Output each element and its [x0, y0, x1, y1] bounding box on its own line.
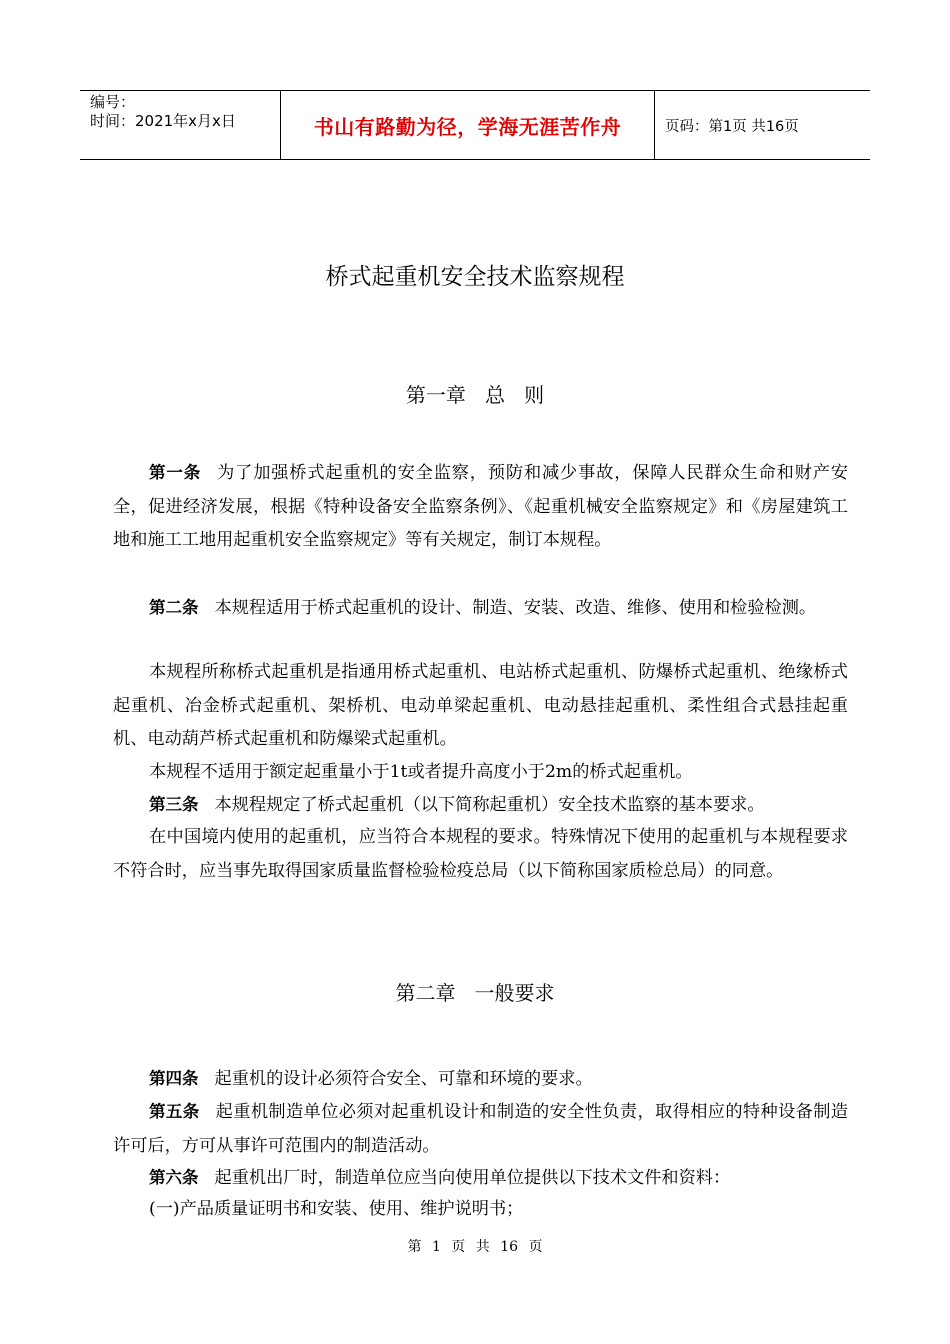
article-3-paragraph-2: 在中国境内使用的起重机，应当符合本规程的要求。特殊情况下使用的起重机与本规程要求不符合时，应当事先取得国家质量监督检验检疫总局（以下简称国家质检总局）的同意。	[113, 827, 848, 881]
article-3-text: 本规程规定了桥式起重机（以下简称起重机）安全技术监察的基本要求。	[214, 795, 765, 815]
article-2	[113, 591, 848, 626]
article-5-label: 第五条	[149, 1102, 200, 1121]
article-6-label: 第六条	[149, 1168, 199, 1187]
article-5	[113, 1095, 848, 1163]
header-page-cell	[655, 91, 870, 159]
header-motto-cell	[281, 91, 655, 159]
article-4	[113, 1062, 848, 1097]
article-2-paragraph-2: 本规程所称桥式起重机是指通用桥式起重机、电站桥式起重机、防爆桥式起重机、绝缘桥式起重机、冶金桥式起重机、架桥机、电动单梁起重机、电动悬挂起重机、柔性组合式悬挂起重机、电动葫芦桥式起重机和防爆梁式起重机。	[113, 662, 848, 749]
article-3	[113, 788, 848, 823]
number-label: 编号：	[90, 93, 136, 111]
article-1-text: 为了加强桥式起重机的安全监察，预防和减少事故，保障人民群众生命和财产安全，促进经济发展，根据《特种设备安全监察条例》、《起重机械安全监察规定》和《房屋建筑工地和施工工地用起重机安全监察规定》等有关规定，制订本规程。	[113, 463, 848, 550]
time-label: 时间：2021年x月x日	[90, 112, 236, 130]
page-footer: 第 1 页 共 16 页	[407, 1239, 543, 1255]
article-2-text: 本规程适用于桥式起重机的设计、制造、安装、改造、维修、使用和检验检测。	[214, 598, 817, 618]
article-1	[113, 456, 848, 558]
chapter-1-title: 第一章 总 则	[405, 383, 545, 407]
page-info: 页码：第1页 共16页	[665, 118, 799, 135]
article-6	[113, 1161, 848, 1196]
article-1-label: 第一条	[149, 463, 202, 482]
article-2-paragraph-3: 本规程不适用于额定起重量小于1t或者提升高度小于2m的桥式起重机。	[149, 762, 693, 782]
article-2-label: 第二条	[149, 598, 199, 617]
chapter-2-title: 第二章 一般要求	[395, 981, 555, 1005]
article-5-text: 起重机制造单位必须对起重机设计和制造的安全性负责，取得相应的特种设备制造许可后，方可从事许可范围内的制造活动。	[113, 1102, 848, 1156]
article-6-text: 起重机出厂时，制造单位应当向使用单位提供以下技术文件和资料：	[214, 1168, 731, 1188]
header-table	[80, 90, 870, 160]
header-left-cell	[80, 91, 281, 159]
motto-text: 书山有路勤为径，学海无涯苦作舟	[313, 114, 622, 139]
article-3-label: 第三条	[149, 795, 199, 814]
document-title: 桥式起重机安全技术监察规程	[325, 264, 625, 290]
article-6-item-1: (一)产品质量证明书和安装、使用、维护说明书；	[149, 1199, 524, 1219]
article-4-text: 起重机的设计必须符合安全、可靠和环境的要求。	[214, 1069, 593, 1089]
article-4-label: 第四条	[149, 1069, 199, 1088]
